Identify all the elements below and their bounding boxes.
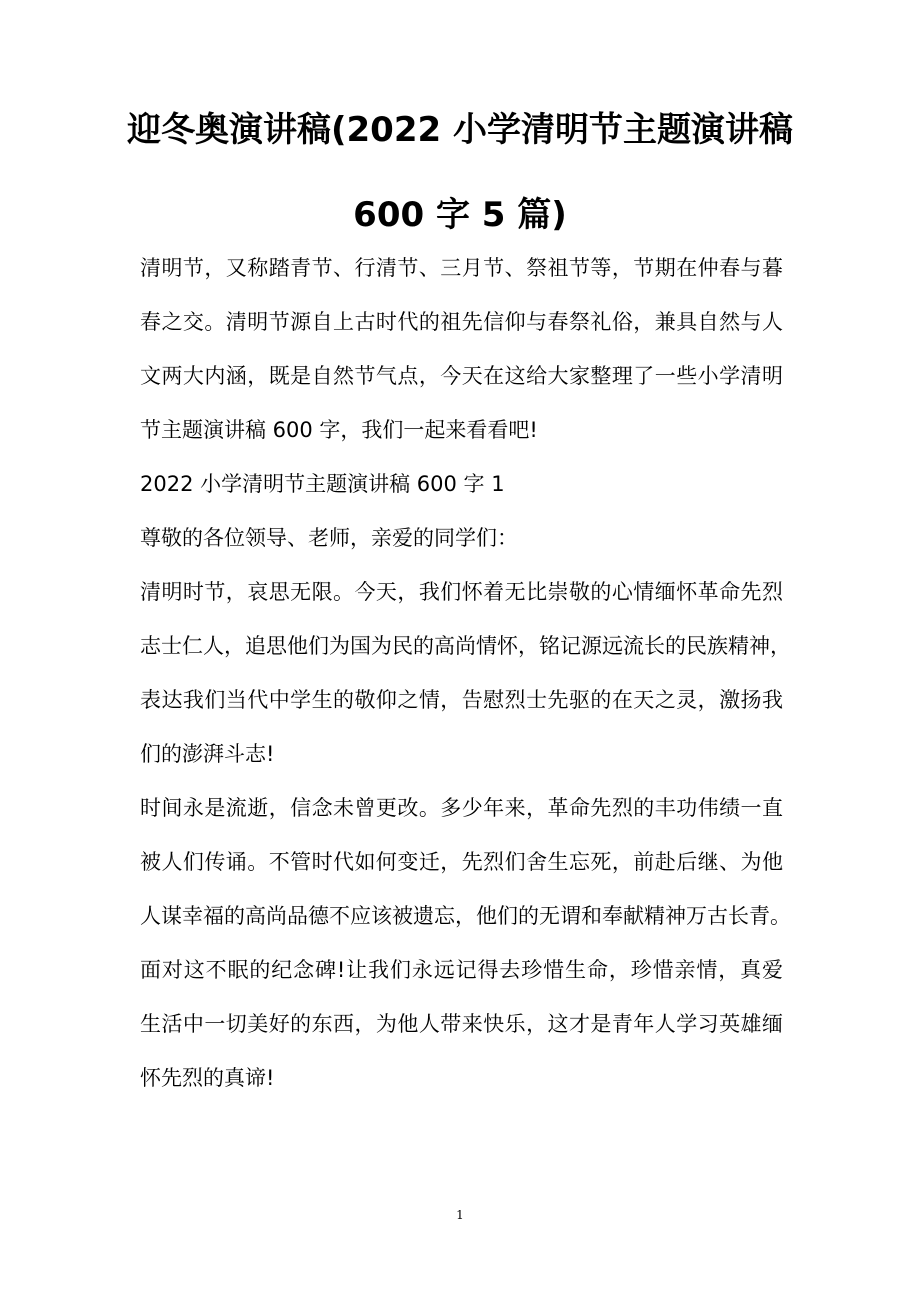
document-body [140, 241, 791, 1105]
paragraph-line: 时间永是流逝，信念未曾更改。多少年来，革命先烈的丰功伟绩一直 [140, 796, 783, 820]
page-number: 1 [456, 1208, 464, 1222]
document-title-line-2: 600 字 5 篇) [353, 195, 567, 235]
paragraph-line: 春之交。清明节源自上古时代的祖先信仰与春祭礼俗，兼具自然与人 [140, 310, 783, 334]
paragraph [140, 241, 783, 457]
paragraph-line: 2022 小学清明节主题演讲稿 600 字 1 [140, 472, 505, 496]
paragraph-line: 清明节，又称踏青节、行清节、三月节、祭祖节等，节期在仲春与暮 [140, 256, 783, 280]
paragraph-line: 节主题演讲稿 600 字，我们一起来看看吧! [140, 418, 538, 442]
paragraph-line: 怀先烈的真谛! [140, 1066, 275, 1090]
paragraph-line: 文两大内涵，既是自然节气点，今天在这给大家整理了一些小学清明 [140, 364, 783, 388]
document-title-line-1: 迎冬奥演讲稿(2022 小学清明节主题演讲稿 [126, 110, 793, 150]
paragraph-line: 人谋幸福的高尚品德不应该被遗忘，他们的无谓和奉献精神万古长青。 [140, 904, 791, 928]
paragraph-line: 生活中一切美好的东西，为他人带来快乐，这才是青年人学习英雄缅 [140, 1012, 783, 1036]
paragraph-line: 们的澎湃斗志! [140, 742, 275, 766]
paragraph [140, 781, 791, 1105]
paragraph [140, 565, 791, 781]
paragraph-line: 尊敬的各位领导、老师，亲爱的同学们： [140, 526, 518, 550]
paragraph [140, 511, 783, 565]
paragraph [140, 457, 783, 511]
paragraph-line: 清明时节，哀思无限。今天，我们怀着无比崇敬的心情缅怀革命先烈 [140, 580, 783, 604]
paragraph-line: 面对这不眠的纪念碑!让我们永远记得去珍惜生命，珍惜亲情，真爱 [140, 958, 783, 982]
paragraph-line: 表达我们当代中学生的敬仰之情，告慰烈士先驱的在天之灵，激扬我 [140, 688, 783, 712]
paragraph-line: 志士仁人，追思他们为国为民的高尚情怀，铭记源远流长的民族精神， [140, 634, 791, 658]
paragraph-line: 被人们传诵。不管时代如何变迁，先烈们舍生忘死，前赴后继、为他 [140, 850, 783, 874]
